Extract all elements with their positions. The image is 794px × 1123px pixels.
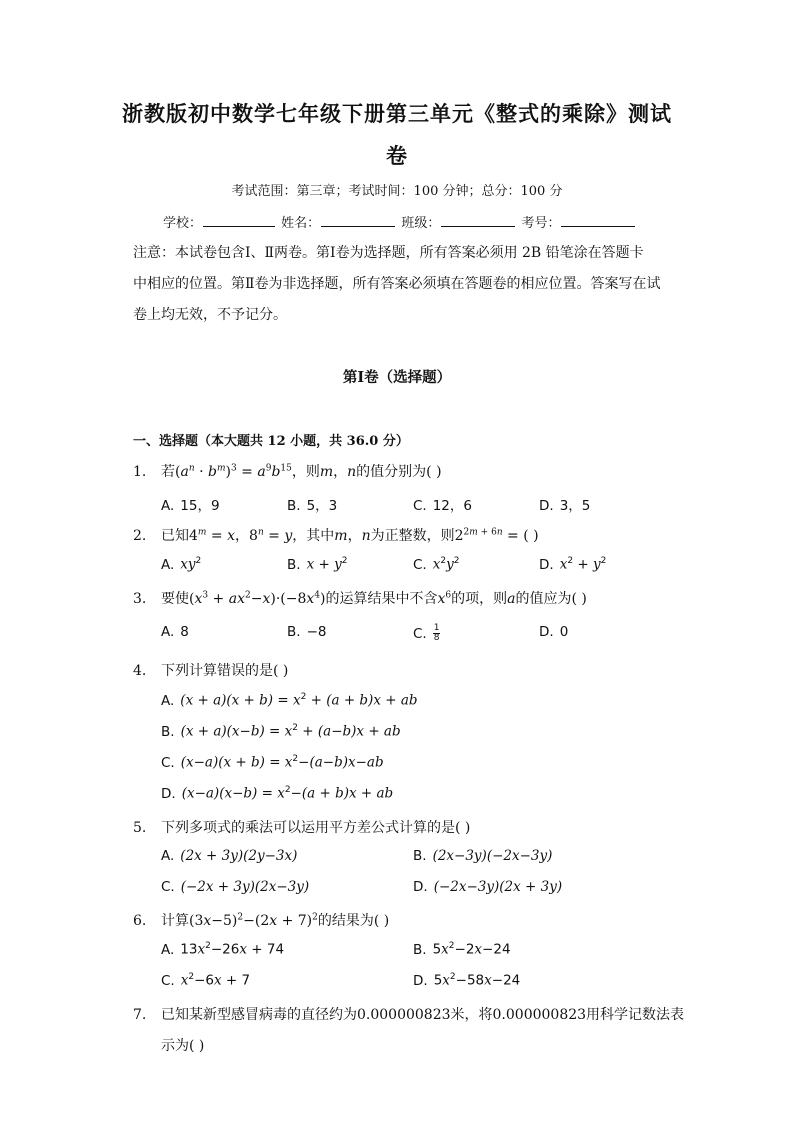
q5-option-c[interactable]: C. (−2x + 3y)(2x−3y) bbox=[161, 879, 310, 895]
exam-title-line1: 浙教版初中数学七年级下册第三单元《整式的乘除》测试 bbox=[122, 101, 672, 126]
q5-option-d[interactable]: D. (−2x−3y)(2x + 3y) bbox=[413, 879, 563, 895]
section-title: 一、选择题（本大题共 12 小题，共 36.0 分） bbox=[133, 434, 409, 449]
question-6: 6. 计算$(3x-5)^2-(2x + 7)^2$的结果为( ) bbox=[133, 912, 390, 929]
question-2: 2. 已知$4^m = x$，$8^n = y$，其中m，n为正整数，则$2^{2m + 6n}$ = ( ) bbox=[133, 527, 539, 544]
class-label: 班级： bbox=[401, 216, 441, 231]
question-number: 1. bbox=[133, 464, 147, 480]
q2-option-a[interactable]: A. $xy^2$ bbox=[161, 556, 202, 573]
exam-title-line2: 卷 bbox=[386, 143, 408, 168]
school-blank[interactable] bbox=[203, 214, 275, 227]
q4-option-d[interactable]: D. $(x-a)(x-b) = x^2-(a + b)x$ + ab bbox=[161, 785, 394, 802]
number-blank[interactable] bbox=[561, 214, 635, 227]
q1-option-a[interactable]: A. 15，9 bbox=[161, 498, 220, 514]
q4-option-b[interactable]: B. $(x + a)(x-b) = x^2 + (a-b)x$ + ab bbox=[161, 723, 401, 740]
class-blank[interactable] bbox=[441, 214, 515, 227]
q6-option-b[interactable]: B. $5x^2-2x-24$ bbox=[413, 941, 511, 958]
question-5: 5. 下列多项式的乘法可以运用平方差公式计算的是( ) bbox=[133, 820, 471, 836]
q6-option-a[interactable]: A. $13x^2-26x + 74$ bbox=[161, 941, 285, 958]
exam-notice bbox=[133, 238, 663, 331]
q6-option-d[interactable]: D. $5x^2-58x-24$ bbox=[413, 972, 521, 989]
q1-option-b[interactable]: B. 5，3 bbox=[287, 498, 338, 514]
q3-option-d[interactable]: D. 0 bbox=[539, 624, 569, 640]
number-label: 考号： bbox=[521, 216, 561, 231]
fraction-one-eighth: $\frac{1}{8}$ bbox=[433, 623, 440, 643]
q2-option-b[interactable]: B. $x + y^2$ bbox=[287, 556, 348, 573]
q5-option-a[interactable]: A. (2x + 3y)(2y−3x) bbox=[161, 848, 298, 864]
name-blank[interactable] bbox=[321, 214, 395, 227]
question-7-line2: 示为( ) bbox=[161, 1038, 205, 1054]
question-number: 6. bbox=[133, 913, 147, 929]
notice-line3: 卷上均无效，不予记分。 bbox=[133, 307, 287, 323]
exam-meta: 考试范围：第三章；考试时间：100 分钟；总分：100 分 bbox=[231, 184, 563, 199]
question-3: 3. 要使$(x^3 + ax^2-x)\cdot(-8x^4)$的运算结果中不含$x^6$的项，则a的值应为( ) bbox=[133, 590, 587, 607]
q1-option-c[interactable]: C. 12，6 bbox=[413, 498, 472, 514]
student-info-fields bbox=[163, 212, 637, 231]
notice-line1: 注意：本试卷包含Ⅰ、Ⅱ两卷。第Ⅰ卷为选择题，所有答案必须用 2B 铅笔涂在答题卡 bbox=[133, 245, 644, 261]
q3-option-c[interactable]: C. $\frac{1}{8}$ bbox=[413, 623, 440, 643]
question-number: 2. bbox=[133, 528, 147, 544]
q6-option-c[interactable]: C. $x^2-6x + 7$ bbox=[161, 972, 251, 989]
question-number: 7. bbox=[133, 1007, 147, 1023]
question-number: 4. bbox=[133, 663, 147, 679]
question-4: 4. 下列计算错误的是( ) bbox=[133, 663, 289, 679]
volume-title: 第Ⅰ卷（选择题） bbox=[342, 369, 452, 386]
q3-option-b[interactable]: B. −8 bbox=[287, 624, 327, 640]
notice-line2: 中相应的位置。第Ⅱ卷为非选择题，所有答案必须填在答题卷的相应位置。答案写在试 bbox=[133, 276, 661, 292]
q5-option-b[interactable]: B. (2x−3y)(−2x−3y) bbox=[413, 848, 553, 864]
q4-option-c[interactable]: C. $(x-a)(x + b) = x^2-(a-b)x-ab$ bbox=[161, 754, 384, 771]
question-7: 7. 已知某新型感冒病毒的直径约为0.000000823米，将0.000000823用科学记数法表 bbox=[133, 1007, 685, 1023]
q1-option-d[interactable]: D. 3，5 bbox=[539, 498, 591, 514]
q2-option-d[interactable]: D. $x^2 + y^2$ bbox=[539, 556, 607, 573]
q3-option-a[interactable]: A. 8 bbox=[161, 624, 189, 640]
name-label: 姓名： bbox=[281, 216, 321, 231]
question-number: 3. bbox=[133, 591, 147, 607]
q4-option-a[interactable]: A. $(x + a)(x + b) = x^2 + (a + b)x$ + ab bbox=[161, 692, 418, 709]
school-label: 学校： bbox=[163, 216, 203, 231]
question-1: 1. 若$(a^n \cdot b^m)^3 = a^9b^{15}$，则m，n的值分别为( ) bbox=[133, 463, 442, 480]
question-number: 5. bbox=[133, 820, 147, 836]
q2-option-c[interactable]: C. $x^2y^2$ bbox=[413, 556, 460, 573]
